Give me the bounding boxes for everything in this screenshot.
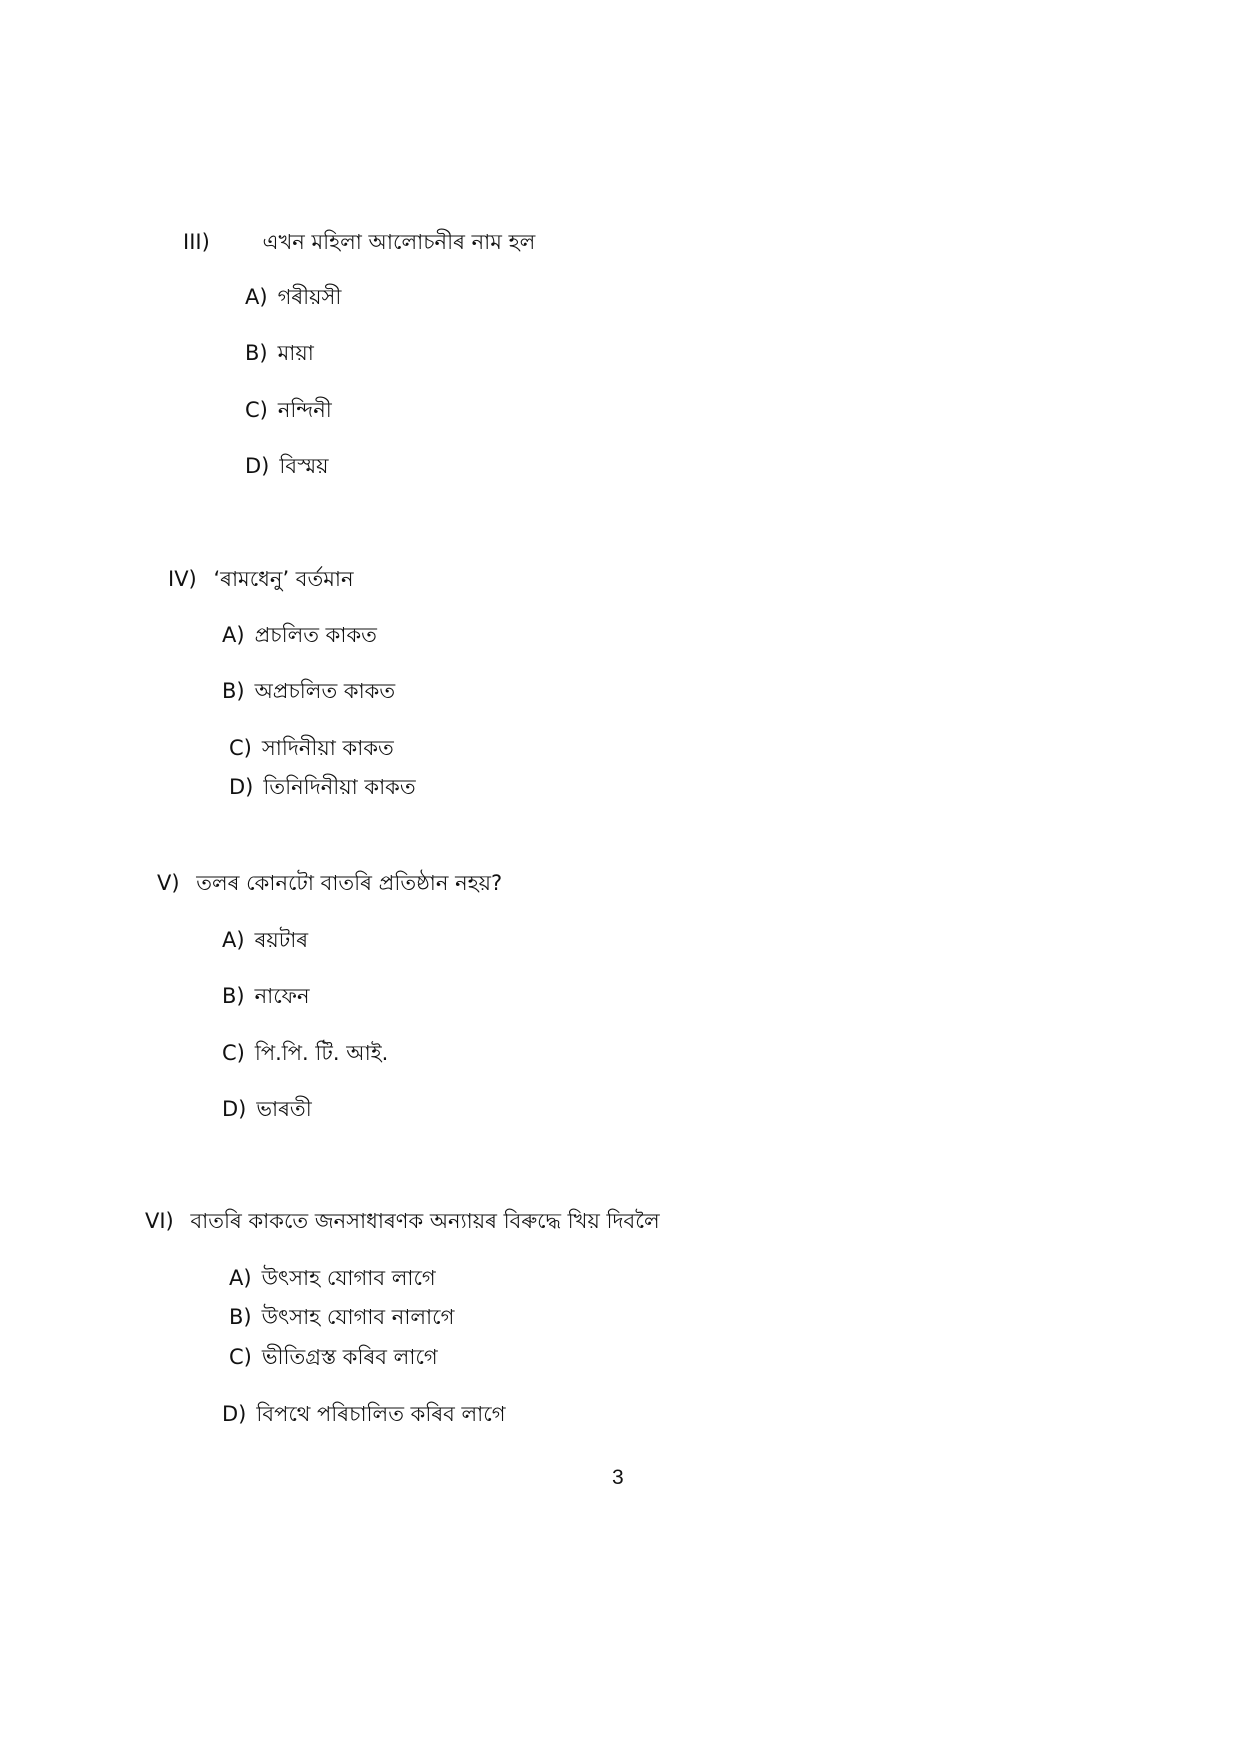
option-text: পি.পি. টি. আই. bbox=[254, 1041, 389, 1065]
option-label: A) bbox=[229, 1266, 252, 1290]
option-a bbox=[222, 926, 308, 954]
option-a bbox=[229, 1264, 436, 1292]
option-label: D) bbox=[222, 1402, 247, 1426]
option-label: B) bbox=[222, 679, 245, 703]
option-label: B) bbox=[245, 341, 268, 365]
option-label: D) bbox=[229, 775, 254, 799]
question-3-stem bbox=[183, 228, 535, 256]
option-d bbox=[222, 1095, 312, 1123]
option-text: অপ্রচলিত কাকত bbox=[254, 679, 396, 703]
option-label: C) bbox=[245, 398, 268, 422]
option-d bbox=[245, 452, 328, 480]
option-b bbox=[222, 677, 395, 705]
option-c bbox=[229, 1343, 438, 1371]
question-number: V) bbox=[157, 871, 180, 895]
question-text: বাতৰি কাকতে জনসাধাৰণক অন্যায়ৰ বিৰুদ্ধে খিয় দিবলৈ bbox=[190, 1209, 660, 1233]
option-text: গৰীয়সী bbox=[277, 285, 342, 309]
question-number: IV) bbox=[168, 567, 197, 591]
option-text: সাদিনীয়া কাকত bbox=[261, 736, 394, 760]
option-label: A) bbox=[245, 285, 268, 309]
option-text: তিনিদিনীয়া কাকত bbox=[263, 775, 416, 799]
option-c bbox=[229, 734, 394, 762]
option-text: উৎসাহ যোগাব লাগে bbox=[261, 1266, 436, 1290]
option-d bbox=[222, 1400, 505, 1428]
option-b bbox=[222, 982, 310, 1010]
question-text: ‘ৰামধেনু’ বর্তমান bbox=[213, 567, 354, 591]
question-number: III) bbox=[183, 230, 210, 254]
option-label: D) bbox=[222, 1097, 247, 1121]
option-b bbox=[229, 1303, 454, 1331]
option-a bbox=[222, 621, 377, 649]
option-c bbox=[222, 1039, 388, 1067]
option-text: বিপথে পৰিচালিত কৰিব লাগে bbox=[256, 1402, 506, 1426]
option-label: C) bbox=[229, 736, 252, 760]
option-text: ভাৰতী bbox=[256, 1097, 312, 1121]
question-4-stem bbox=[168, 565, 354, 593]
option-label: C) bbox=[229, 1345, 252, 1369]
page-number: 3 bbox=[612, 1466, 624, 1489]
option-a bbox=[245, 283, 341, 311]
option-text: ভীতিগ্রস্ত কৰিব লাগে bbox=[261, 1345, 438, 1369]
option-c bbox=[245, 396, 332, 424]
option-label: B) bbox=[222, 984, 245, 1008]
question-5-stem bbox=[157, 869, 502, 897]
option-text: উৎসাহ যোগাব নালাগে bbox=[261, 1305, 455, 1329]
option-text: মায়া bbox=[277, 341, 314, 365]
option-text: বিস্ময় bbox=[279, 454, 329, 478]
option-text: ৰয়টাৰ bbox=[254, 928, 309, 952]
option-label: B) bbox=[229, 1305, 252, 1329]
option-b bbox=[245, 339, 314, 367]
option-label: C) bbox=[222, 1041, 245, 1065]
option-label: A) bbox=[222, 623, 245, 647]
option-text: প্রচলিত কাকত bbox=[254, 623, 377, 647]
option-label: D) bbox=[245, 454, 270, 478]
option-d bbox=[229, 773, 416, 801]
question-6-stem bbox=[145, 1207, 660, 1235]
question-text: তলৰ কোনটো বাতৰি প্রতিষ্ঠান নহয়? bbox=[196, 871, 503, 895]
option-label: A) bbox=[222, 928, 245, 952]
question-text: এখন মহিলা আলোচনীৰ নাম হল bbox=[262, 230, 536, 254]
option-text: নাফেন bbox=[254, 984, 310, 1008]
option-text: নন্দিনী bbox=[277, 398, 332, 422]
question-number: VI) bbox=[145, 1209, 174, 1233]
